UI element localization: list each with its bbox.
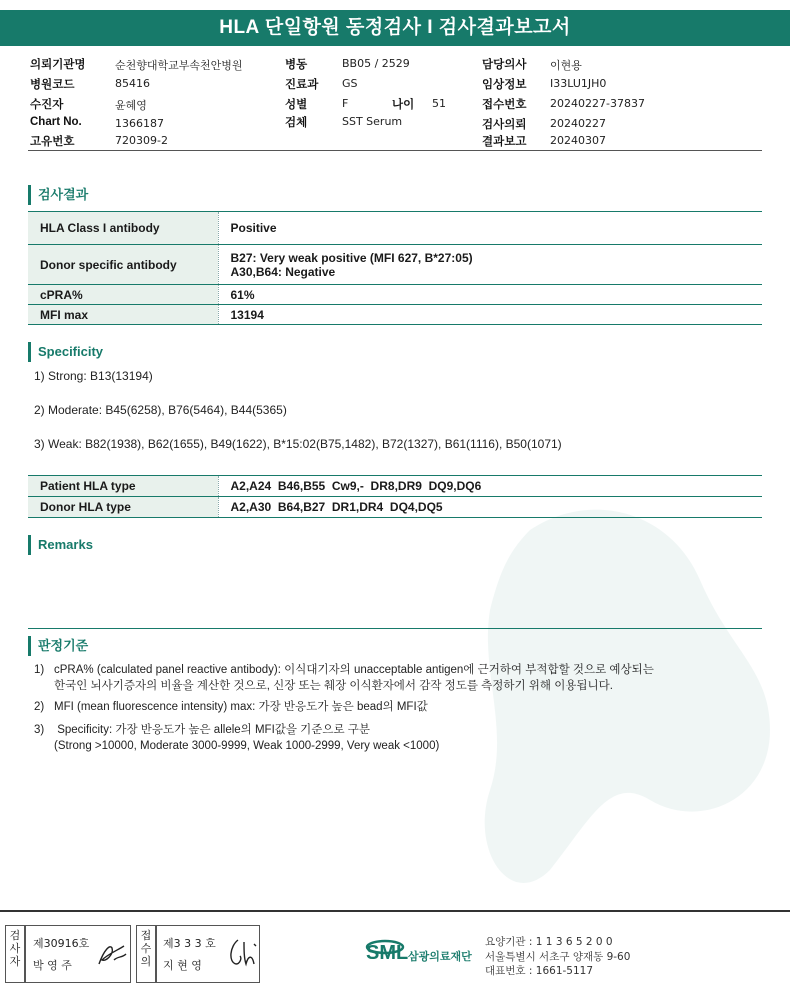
divider	[28, 628, 762, 629]
hla-value: A2,A24 B46,B55 Cw9,- DR8,DR9 DQ9,DQ6	[218, 476, 762, 497]
info-value: 이현용	[550, 59, 582, 72]
info-value: 윤혜영	[115, 99, 147, 112]
org-address: 서울특별시 서초구 양재동 9-60	[485, 951, 631, 963]
table-row	[28, 497, 762, 518]
section-criteria-heading: 판정기준	[28, 636, 88, 656]
result-key: MFI max	[28, 305, 218, 325]
info-label: 접수번호	[482, 99, 527, 111]
criteria-line: cPRA% (calculated panel reactive antibody): 이식대기자의 unacceptable antigen에 근거하여 부적합할 것으로 예상되는	[54, 664, 654, 676]
dsa-line-2: A30,B64: Negative	[230, 264, 336, 279]
specificity-weak: 3) Weak: B82(1938), B62(1655), B49(1622), B*15:02(B75,1482), B72(1327), B61(1116), B50(1071)	[34, 437, 562, 451]
criteria-line: Specificity: 가장 반응도가 높은 allele의 MFI값을 기준으로 구분	[54, 724, 371, 736]
specificity-strong: 1) Strong: B13(13194)	[34, 369, 153, 383]
info-value: 85416	[115, 77, 150, 90]
criteria-number: 2)	[34, 701, 45, 713]
info-label: 수진자	[30, 99, 64, 111]
hla-table	[28, 475, 762, 518]
info-label: 병원코드	[30, 79, 75, 91]
info-value: 20240227-37837	[550, 97, 645, 110]
result-key: Donor specific antibody	[28, 245, 218, 285]
org-name: 삼광의료재단	[408, 950, 472, 963]
info-value: 720309-2	[115, 134, 168, 147]
info-label: 의뢰기관명	[30, 59, 86, 71]
info-value: GS	[342, 77, 358, 90]
section-specificity-heading: Specificity	[28, 342, 103, 362]
tester-name: 박 영 주	[33, 959, 72, 972]
info-label: 검사의뢰	[482, 119, 527, 131]
tester-signature-icon	[96, 940, 130, 970]
info-value: 20240307	[550, 134, 606, 147]
tester-label: 검사자	[5, 925, 25, 983]
footer-divider	[0, 910, 790, 912]
info-value: F	[342, 97, 349, 110]
org-code: 요양기관 : 1 1 3 6 5 2 0 0	[485, 936, 613, 948]
info-label: 임상정보	[482, 79, 527, 91]
info-label: 검체	[285, 117, 308, 129]
result-key: cPRA%	[28, 285, 218, 305]
result-value: 61%	[218, 285, 762, 305]
criteria-line: 한국인 뇌사기증자의 비율을 계산한 것으로, 신장 또는 췌장 이식환자에서 감작 정도를 측정하기 위해 이용됩니다.	[54, 680, 613, 692]
receiver-license-no: 제3 3 3 호	[163, 937, 216, 950]
info-value: BB05 / 2529	[342, 57, 410, 70]
divider	[28, 150, 762, 151]
criteria-number: 1)	[34, 664, 45, 676]
info-label: 결과보고	[482, 136, 527, 148]
sml-logo-text: SML	[366, 942, 409, 964]
info-label: 고유번호	[30, 136, 75, 148]
report-title: HLA 단일항원 동정검사 I 검사결과보고서	[0, 10, 790, 46]
info-value: 순천향대학교부속천안병원	[115, 59, 243, 72]
dsa-line-1: B27: Very weak positive (MFI 627, B*27:05)	[230, 250, 473, 265]
hla-key: Patient HLA type	[28, 476, 218, 497]
info-value: 1366187	[115, 117, 164, 130]
result-key: HLA Class I antibody	[28, 212, 218, 245]
criteria-line: (Strong >10000, Moderate 3000-9999, Weak 1000-2999, Very weak <1000)	[54, 740, 440, 752]
info-label: 병동	[285, 59, 308, 71]
criteria-line: MFI (mean fluorescence intensity) max: 가장 반응도가 높은 bead의 MFI값	[54, 701, 428, 713]
table-row	[28, 212, 762, 245]
info-label: 성별	[285, 99, 308, 111]
receiver-label: 접수의	[136, 925, 156, 983]
hla-key: Donor HLA type	[28, 497, 218, 518]
result-value	[218, 245, 762, 285]
age-label: 나이	[392, 99, 415, 111]
table-row	[28, 305, 762, 325]
info-value: SST Serum	[342, 115, 403, 128]
section-result-heading: 검사결과	[28, 185, 88, 205]
receiver-name: 지 현 영	[163, 959, 202, 972]
table-row	[28, 245, 762, 285]
hla-value: A2,A30 B64,B27 DR1,DR4 DQ4,DQ5	[218, 497, 762, 518]
info-value: I33LU1JH0	[550, 77, 607, 90]
table-row	[28, 285, 762, 305]
info-label: Chart No.	[30, 116, 82, 128]
info-label: 담당의사	[482, 59, 527, 71]
org-phone: 대표번호 : 1661-5117	[485, 965, 594, 977]
result-value: 13194	[218, 305, 762, 325]
tester-license-no: 제30916호	[33, 937, 90, 950]
info-value: 20240227	[550, 117, 606, 130]
section-remarks-heading: Remarks	[28, 535, 93, 555]
table-row	[28, 476, 762, 497]
criteria-number: 3)	[34, 724, 45, 736]
result-value: Positive	[218, 212, 762, 245]
receiver-signature-icon	[224, 936, 258, 970]
info-label: 진료과	[285, 79, 319, 91]
age-value: 51	[432, 97, 446, 110]
result-table	[28, 211, 762, 325]
specificity-moderate: 2) Moderate: B45(6258), B76(5464), B44(5365)	[34, 403, 287, 417]
